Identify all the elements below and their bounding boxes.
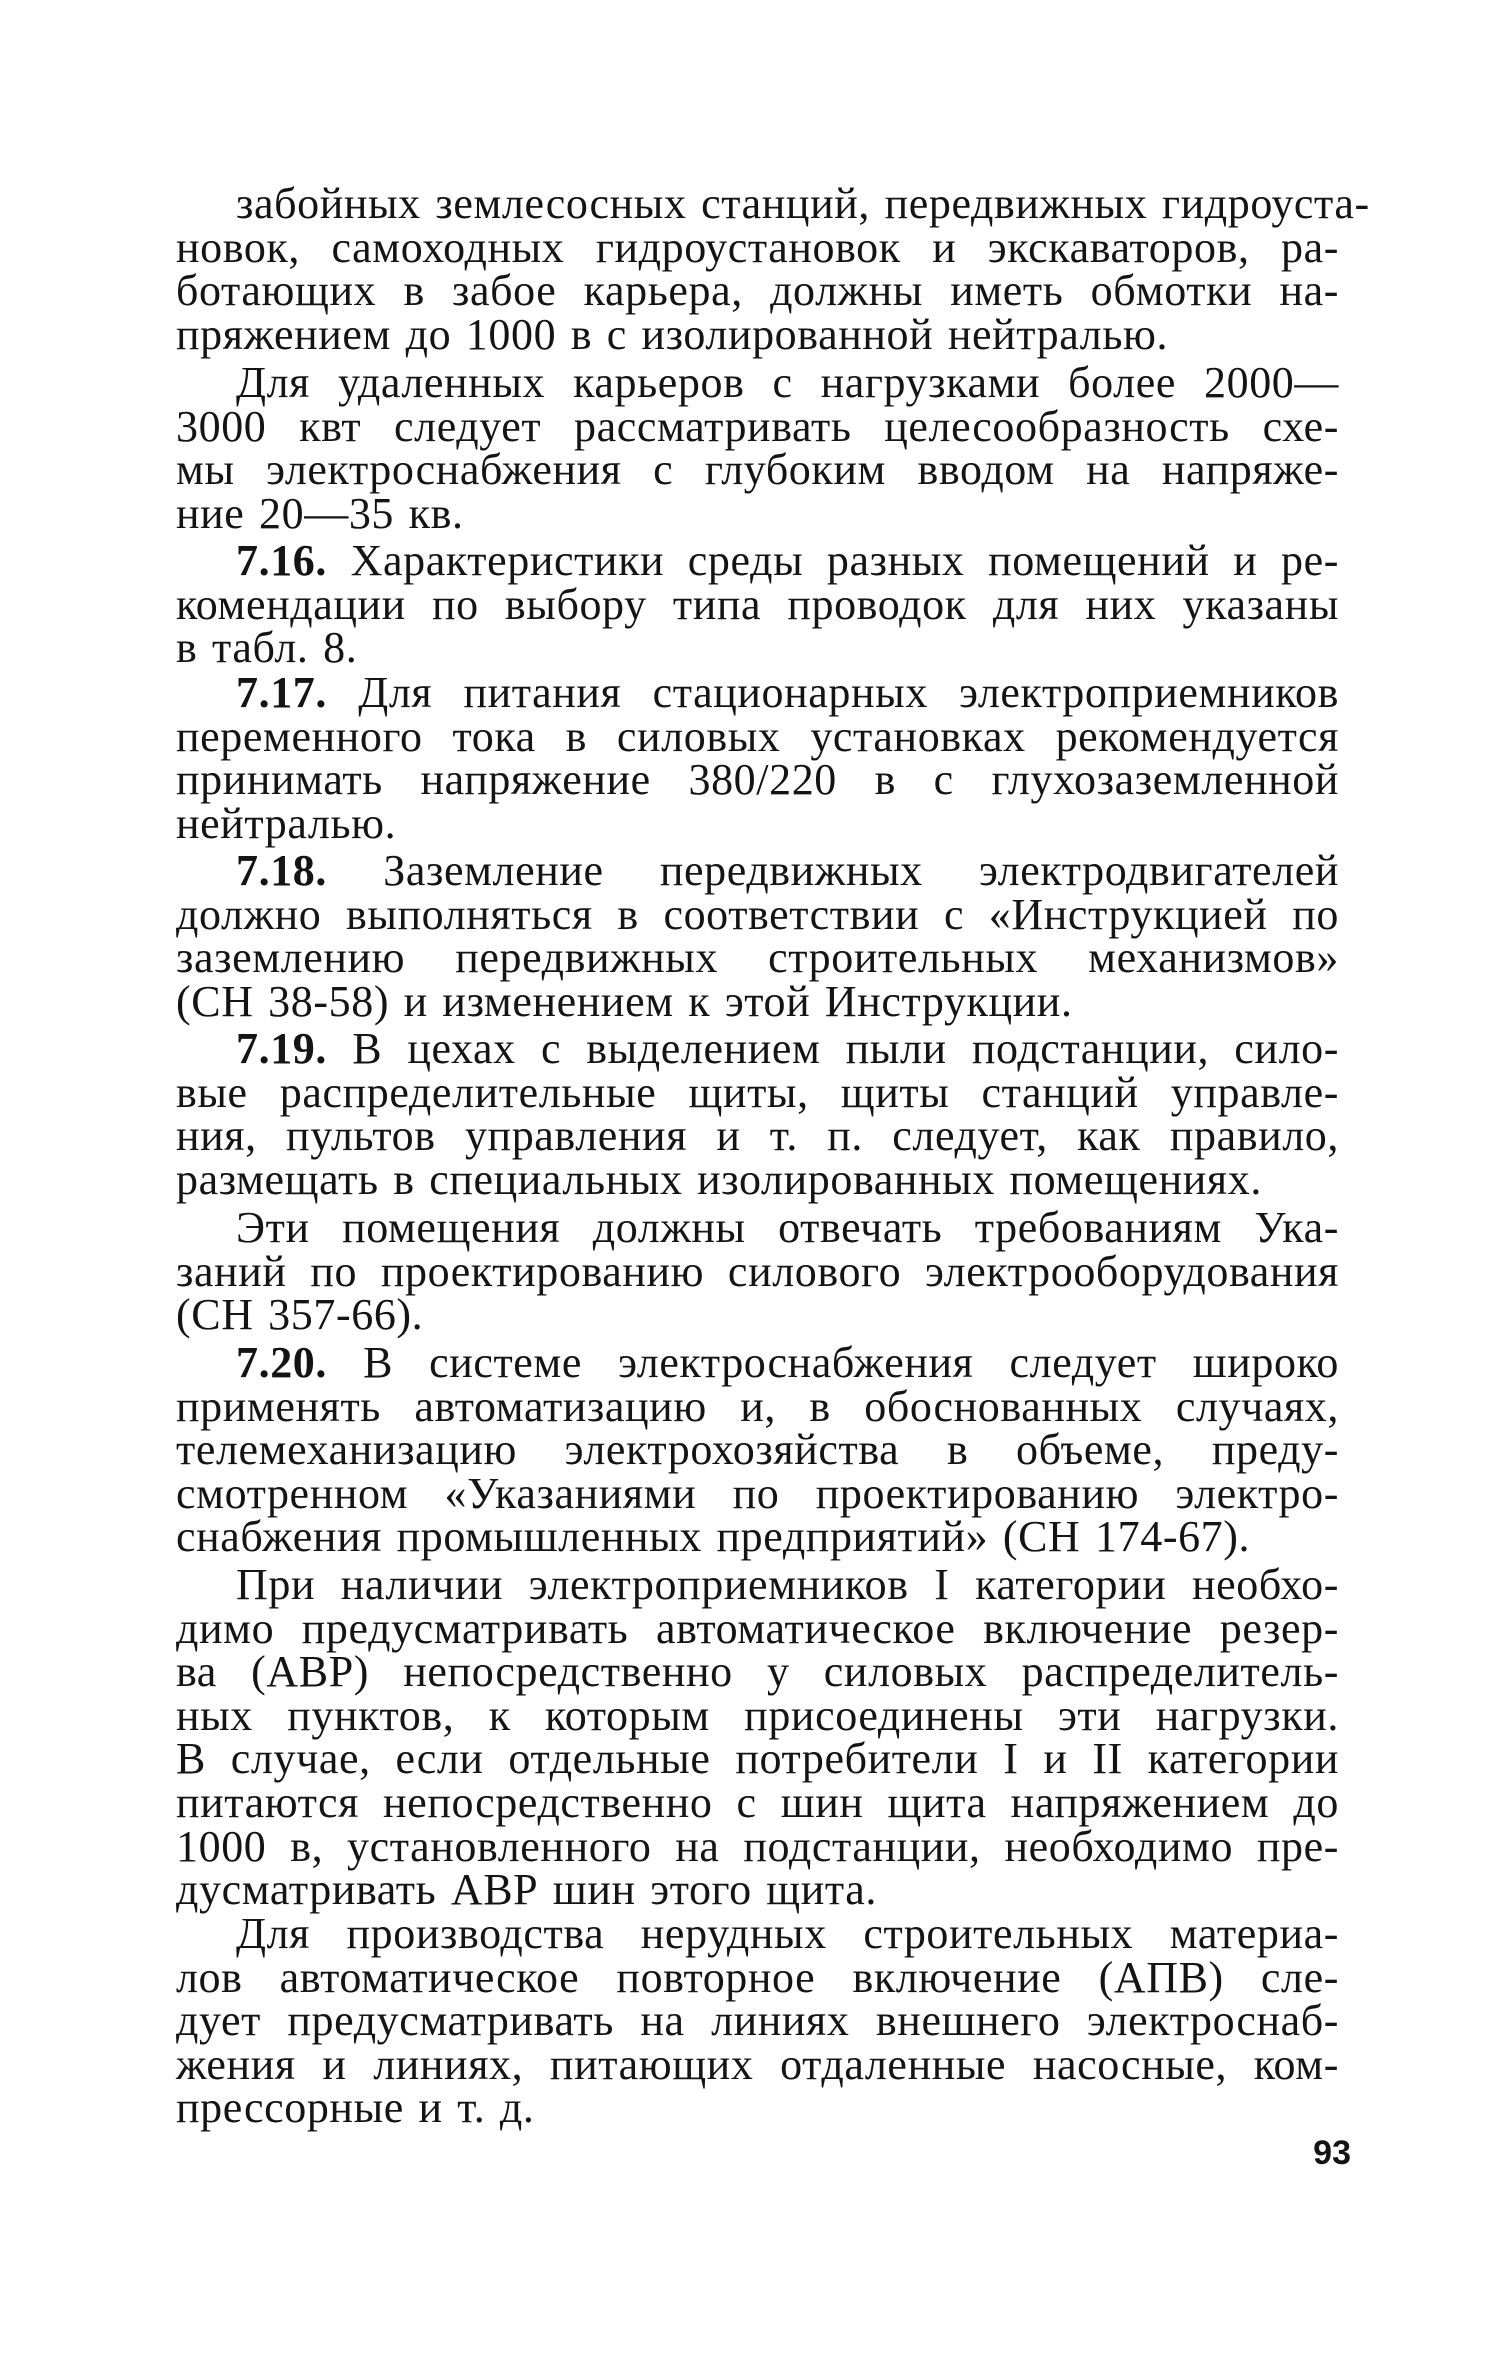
text-line xyxy=(176,1734,1339,1784)
line-text: 3000 квт следует рассматривать целесообразность схе- xyxy=(176,401,1339,451)
text-line xyxy=(176,623,1339,673)
paragraph xyxy=(176,1024,1339,1204)
text-line xyxy=(176,1952,1339,2002)
text-line xyxy=(176,1468,1339,1518)
line-text: жения и линиях, питающих отдаленные насосные, ком- xyxy=(176,2039,1339,2089)
line-text: прессорные и т. д. xyxy=(176,2083,535,2133)
line-text: забойных землесосных станций, передвижных гидроуста- xyxy=(236,179,1370,228)
text-line xyxy=(176,1777,1339,1827)
text-line xyxy=(176,668,1339,717)
line-text: В цехах с выделением пыли подстанции, сило- xyxy=(352,1024,1339,1073)
text-line xyxy=(176,1290,1339,1340)
text-line xyxy=(176,536,1339,585)
line-text: телемеханизацию электрохозяйства в объеме, преду- xyxy=(176,1425,1339,1475)
text-line xyxy=(176,1690,1339,1740)
text-line xyxy=(176,1512,1339,1562)
paragraph xyxy=(176,846,1339,1026)
paragraph xyxy=(176,1338,1339,1562)
line-text: переменного тока в силовых установках рекомендуется xyxy=(176,711,1339,761)
line-text: Для питания стационарных электроприемников xyxy=(358,668,1339,717)
text-line xyxy=(176,1909,1339,1958)
line-text: Характеристики среды разных помещений и ре- xyxy=(350,536,1339,585)
text-line xyxy=(176,1067,1339,1117)
text-line xyxy=(176,358,1339,407)
line-text: принимать напряжение 380/220 в с глухозаземленной xyxy=(176,755,1339,805)
text-line xyxy=(176,2039,1339,2089)
paragraph xyxy=(176,358,1339,538)
text-line xyxy=(176,266,1339,316)
text-line xyxy=(176,1821,1339,1871)
line-text: При наличии электроприемников I категории необхо- xyxy=(236,1560,1339,1609)
text-line xyxy=(176,711,1339,761)
line-text: Заземление передвижных электродвигателей xyxy=(383,846,1339,895)
line-text: (СН 38-58) и изменением к этой Инструкции. xyxy=(176,976,1073,1026)
section-number: 7.20. xyxy=(236,1338,327,1387)
text-line xyxy=(176,401,1339,451)
line-text: должно выполняться в соответствии с «Инструкцией по xyxy=(176,889,1339,939)
text-line xyxy=(176,1425,1339,1475)
line-text: ва (АВР) непосредственно у силовых распределитель- xyxy=(176,1647,1339,1697)
text-line xyxy=(176,889,1339,939)
line-text: дусматривать АВР шин этого щита. xyxy=(176,1865,878,1915)
line-text: пряжением до 1000 в с изолированной нейтралью. xyxy=(176,309,1169,359)
line-text: ние 20—35 кв. xyxy=(176,488,464,538)
text-line xyxy=(176,1111,1339,1161)
section-number: 7.19. xyxy=(236,1024,327,1073)
text-line xyxy=(176,755,1339,805)
line-text: В случае, если отдельные потребители I и II категории xyxy=(176,1734,1339,1784)
line-text: питаются непосредственно с шин щита напряжением до xyxy=(176,1777,1339,1827)
section-number: 7.16. xyxy=(236,536,327,585)
text-line xyxy=(176,846,1339,895)
line-text: в табл. 8. xyxy=(176,623,358,673)
text-line xyxy=(176,1603,1339,1653)
line-text: В системе электроснабжения следует широко xyxy=(363,1338,1339,1387)
line-text: нейтралью. xyxy=(176,798,397,848)
line-text: смотренном «Указаниями по проектированию электро- xyxy=(176,1468,1339,1518)
line-text: дует предусматривать на линиях внешнего электроснаб- xyxy=(176,1996,1339,2046)
text-line xyxy=(176,1154,1339,1204)
line-text: новок, самоходных гидроустановок и экскаваторов, ра- xyxy=(176,222,1339,272)
paragraph xyxy=(176,1909,1339,2133)
line-text: димо предусматривать автоматическое включение резер- xyxy=(176,1603,1339,1653)
line-text: мы электроснабжения с глубоким вводом на напряже- xyxy=(176,445,1339,495)
section-number: 7.18. xyxy=(236,846,327,895)
paragraph xyxy=(176,1203,1339,1340)
paragraph xyxy=(176,179,1370,359)
text-line xyxy=(176,1338,1339,1387)
text-line xyxy=(176,222,1339,272)
line-text: ботающих в забое карьера, должны иметь обмотки на- xyxy=(176,266,1339,316)
line-text: (СН 357-66). xyxy=(176,1290,424,1340)
text-line xyxy=(176,976,1339,1026)
text-line xyxy=(176,1246,1339,1296)
section-number: 7.17. xyxy=(236,668,327,717)
paragraph xyxy=(176,1560,1339,1915)
line-text: снабжения промышленных предприятий» (СН 174-67). xyxy=(176,1512,1251,1562)
line-text: размещать в специальных изолированных помещениях. xyxy=(176,1154,1262,1204)
text-line xyxy=(176,579,1339,629)
line-text: заземлению передвижных строительных механизмов» xyxy=(176,933,1339,983)
text-line xyxy=(176,488,1339,538)
line-text: лов автоматическое повторное включение (АПВ) сле- xyxy=(176,1952,1339,2002)
line-text: заний по проектированию силового электрооборудования xyxy=(176,1246,1339,1296)
line-text: вые распределительные щиты, щиты станций управле- xyxy=(176,1067,1339,1117)
text-line xyxy=(176,2083,1339,2133)
line-text: Для производства нерудных строительных материа- xyxy=(236,1909,1339,1958)
text-line xyxy=(176,445,1339,495)
text-line xyxy=(176,1996,1339,2046)
line-text: применять автоматизацию и, в обоснованных случаях, xyxy=(176,1381,1339,1431)
text-line xyxy=(176,798,1339,848)
line-text: 1000 в, установленного на подстанции, необходимо пре- xyxy=(176,1821,1339,1871)
text-line xyxy=(176,1647,1339,1697)
line-text: комендации по выбору типа проводок для них указаны xyxy=(176,579,1339,629)
line-text: Для удаленных карьеров с нагрузками более 2000— xyxy=(236,358,1339,407)
line-text: ния, пультов управления и т. п. следует, как правило, xyxy=(176,1111,1339,1161)
line-text: ных пунктов, к которым присоединены эти нагрузки. xyxy=(176,1690,1339,1740)
text-line xyxy=(176,309,1339,359)
page-number: 93 xyxy=(1313,2134,1351,2172)
text-line xyxy=(176,1024,1339,1073)
paragraph xyxy=(176,536,1339,673)
line-text: Эти помещения должны отвечать требованиям Ука- xyxy=(236,1203,1339,1252)
text-line xyxy=(176,1203,1339,1252)
text-line xyxy=(176,1865,1339,1915)
text-line xyxy=(176,179,1370,228)
text-line xyxy=(176,1381,1339,1431)
text-line xyxy=(176,1560,1339,1609)
text-line xyxy=(176,933,1339,983)
paragraph xyxy=(176,668,1339,848)
